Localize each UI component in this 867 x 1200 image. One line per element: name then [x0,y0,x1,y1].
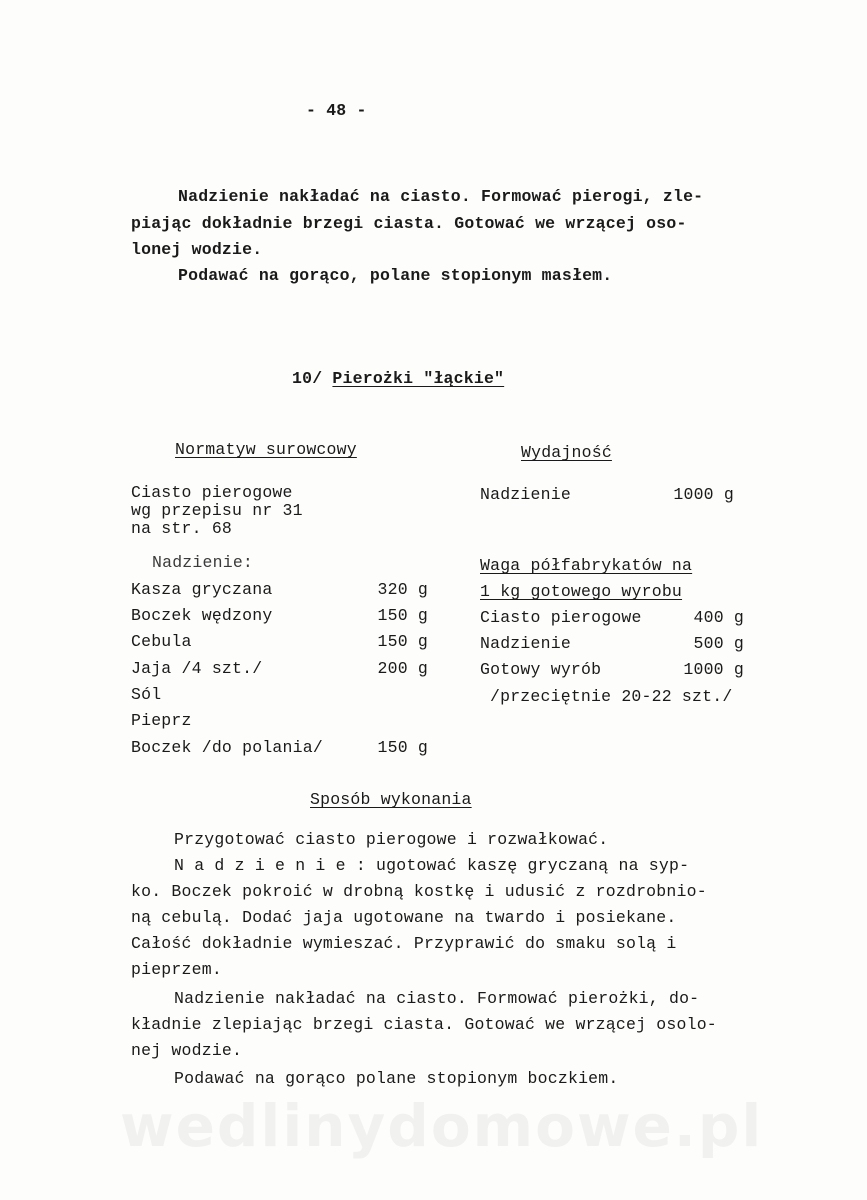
dough-line: wg przepisu nr 31 [131,501,303,520]
intro-line: Nadzienie nakładać na ciasto. Formować pierogi, zle- [178,187,704,206]
method-line: Nadzienie nakładać na ciasto. Formować pierożki, do- [174,989,700,1008]
ingredient-name: Pieprz [131,711,192,730]
method-line: pieprzem. [131,960,222,979]
method-line: Całość dokładnie wymieszać. Przyprawić do smaku solą i [131,934,677,953]
yield-qty: 1000 g [673,485,734,504]
ingredient-qty: 150 g [377,632,428,651]
raw-materials-heading: Normatyw surowcowy [175,440,357,459]
method-line: ko. Boczek pokroić w drobną kostkę i udusić z rozdrobnio- [131,882,707,901]
page-number: - 48 - [306,101,367,120]
ingredient-name: Kasza gryczana [131,580,273,599]
ingredient-name: Jaja /4 szt./ [131,659,263,678]
recipe-number: 10/ [292,369,323,388]
method-line: N a d z i e n i e : ugotować kaszę gryczaną na syp- [174,856,690,875]
weight-name: Gotowy wyrób [480,660,602,679]
weight-name: Ciasto pierogowe [480,608,642,627]
weights-heading: 1 kg gotowego wyrobu [480,582,683,601]
method-heading: Sposób wykonania [310,790,472,809]
recipe-title [292,369,504,389]
ingredient-name: Boczek /do polania/ [131,738,323,757]
intro-line: Podawać na gorąco, polane stopionym masłem. [178,266,613,285]
weight-qty: 1000 g [683,660,744,679]
weight-qty: 500 g [693,634,744,653]
method-line: ną cebulą. Dodać jaja ugotowane na twardo i posiekane. [131,908,677,927]
method-line: nej wodzie. [131,1041,243,1060]
weight-name: Nadzienie [480,634,571,653]
filling-label: Nadzienie: [152,553,254,572]
ingredient-name: Boczek wędzony [131,606,273,625]
watermark: wedlinydomowe.pl [120,1092,764,1160]
ingredient-name: Cebula [131,632,192,651]
dough-line: na str. 68 [131,519,233,538]
ingredient-qty: 200 g [377,659,428,678]
recipe-name: Pierożki "łąckie" [332,369,505,388]
method-line: kładnie zlepiając brzegi ciasta. Gotować we wrzącej osolo- [131,1015,717,1034]
yield-heading: Wydajność [521,443,612,462]
weight-qty: 400 g [693,608,744,627]
weights-note: /przeciętnie 20-22 szt./ [490,687,733,706]
yield-name: Nadzienie [480,485,571,504]
ingredient-qty: 320 g [377,580,428,599]
intro-line: piając dokładnie brzegi ciasta. Gotować we wrzącej oso- [131,214,687,233]
dough-line: Ciasto pierogowe [131,483,293,502]
intro-line: lonej wodzie. [131,240,263,259]
ingredient-qty: 150 g [377,738,428,757]
method-line: Przygotować ciasto pierogowe i rozwałkować. [174,830,609,849]
ingredient-qty: 150 g [377,606,428,625]
ingredient-name: Sól [131,685,162,704]
weights-heading: Waga półfabrykatów na [480,556,693,575]
method-line: Podawać na gorąco polane stopionym boczkiem. [174,1069,619,1088]
